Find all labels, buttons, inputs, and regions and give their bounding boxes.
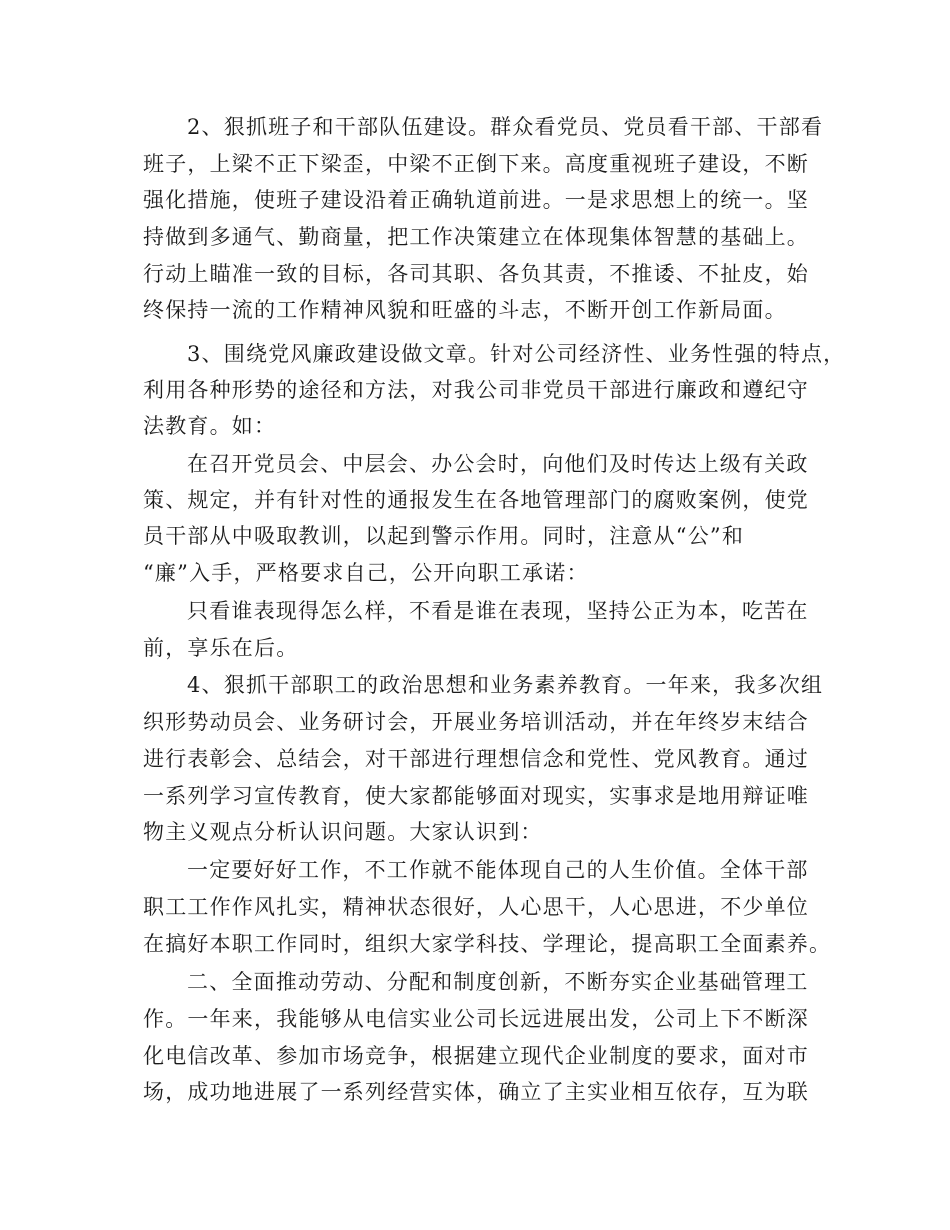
text-line: 员干部从中吸取教训，以起到警示作用。同时，注意从“公”和 [143,524,745,548]
text-line: 进行表彰会、总结会，对干部进行理想信念和党性、党风教育。通过 [143,747,809,771]
text-line: 策、规定，并有针对性的通报发生在各地管理部门的腐败案例，使党 [143,488,809,512]
text-line: 法教育。如： [143,414,277,438]
text-line: 在召开党员会、中层会、办公会时，向他们及时传达上级有关政 [187,452,809,476]
text-line: 强化措施，使班子建设沿着正确轨道前进。一是求思想上的统一。坚 [143,188,809,212]
text-line: 场，成功地进展了一系列经营实体，确立了主实业相互依存，互为联 [143,1080,809,1104]
text-line: 作。一年来，我能够从电信实业公司长远进展出发，公司上下不断深 [143,1007,809,1031]
text-line: “廉”入手，严格要求自己，公开向职工承诺： [143,561,589,585]
text-line: 3、围绕党风廉政建设做文章。针对公司经济性、业务性强的特点， [187,342,846,366]
text-line: 在搞好本职工作同时，组织大家学科技、学理论，提高职工全面素养。 [143,932,832,956]
text-line: 班子，上梁不正下梁歪，中梁不正倒下来。高度重视班子建设，不断 [143,152,809,176]
text-line: 一系列学习宣传教育，使大家都能够面对现实，实事求是地用辩证唯 [143,784,809,808]
text-line: 只看谁表现得怎么样，不看是谁在表现，坚持公正为本，吃苦在 [187,599,809,623]
text-line: 物主义观点分析认识问题。大家认识到： [143,820,543,844]
text-line: 二、全面推动劳动、分配和制度创新，不断夯实企业基础管理工 [187,970,809,994]
text-line: 前，享乐在后。 [143,636,299,660]
text-line: 持做到多通气、勤商量，把工作决策建立在体现集体智慧的基础上。 [143,225,809,249]
text-line: 织形势动员会、业务研讨会，开展业务培训活动，并在年终岁末结合 [143,710,809,734]
text-line: 化电信改革、参加市场竞争，根据建立现代企业制度的要求，面对市 [143,1044,809,1068]
text-line: 一定要好好工作，不工作就不能体现自己的人生价值。全体干部 [187,858,809,882]
text-line: 4、狠抓干部职工的政治思想和业务素养教育。一年来，我多次组 [187,673,824,697]
text-line: 利用各种形势的途径和方法，对我公司非党员干部进行廉政和遵纪守 [143,378,809,402]
text-line: 终保持一流的工作精神风貌和旺盛的斗志，不断开创工作新局面。 [143,298,787,322]
text-line: 2、狠抓班子和干部队伍建设。群众看党员、党员看干部、干部看 [187,115,824,139]
text-line: 行动上瞄准一致的目标，各司其职、各负其责，不推诿、不扯皮，始 [143,262,809,286]
text-line: 职工工作作风扎实，精神状态很好，人心思干，人心思进，不少单位 [143,895,809,919]
